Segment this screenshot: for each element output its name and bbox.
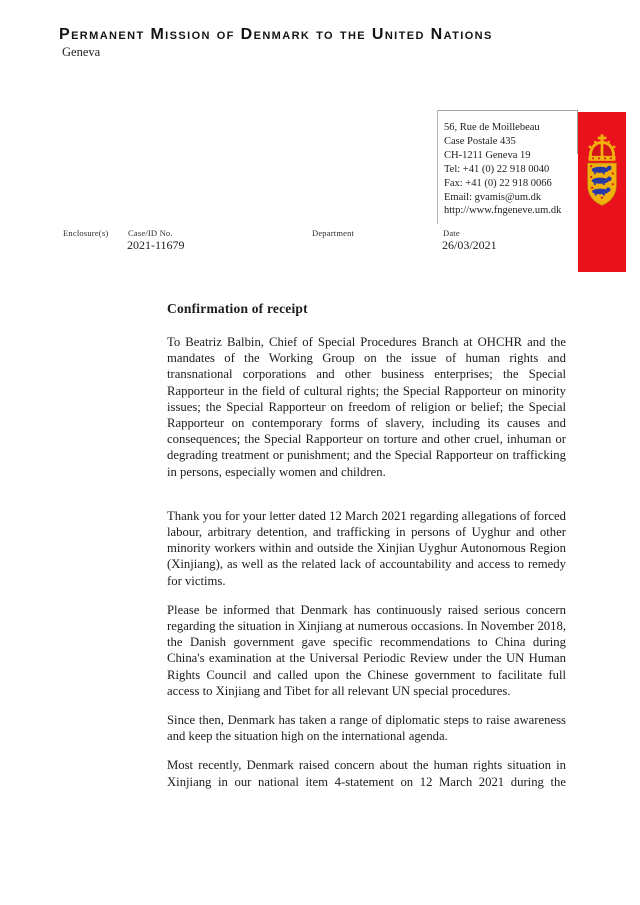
body-paragraph: Since then, Denmark has taken a range of diplomatic steps to raise awareness and keep the situation high on the international agenda.: [167, 713, 566, 744]
danish-royal-coat-of-arms-icon: [584, 112, 620, 216]
body-paragraph: Thank you for your letter dated 12 March 2021 regarding allegations of forced labour, arbitrary detention, and trafficking in persons of Uyghur and other minority workers within and outside the Xinjian Uyghur Autonomous Region (Xinjiang), as well as the related lack of accountability and access to remedy for victims.: [167, 508, 566, 588]
case-id-value: 2021-11679: [127, 238, 185, 252]
email-line: Email: gvamis@um.dk: [444, 191, 542, 203]
fax-line: Fax: +41 (0) 22 918 0066: [444, 177, 552, 189]
address-line: Case Postale 435: [444, 135, 516, 147]
address-box-top-rule: [437, 110, 577, 111]
mission-title: Permanent Mission of Denmark to the United Nations: [59, 26, 493, 43]
case-id-label: Case/ID No.: [128, 228, 173, 238]
letter-body: [167, 301, 566, 790]
body-paragraph: To Beatriz Balbin, Chief of Special Procedures Branch at OHCHR and the mandates of the Working Group on the issue of human rights and transnational corporations and other business enterprises; the Special Rapporteur in the field of cultural rights; the Special Rapporteur on minority issues; the Special Rapporteur on freedom of religion or belief; the Special Rapporteur on contemporary forms of slavery, including its causes and consequences; the Special Rapporteur on torture and other cruel, inhuman or degrading treatment or punishment; and the Special Rapporteur on trafficking in persons, especially women and children.: [167, 335, 566, 479]
contact-block: [444, 121, 561, 218]
address-line: 56, Rue de Moillebeau: [444, 122, 540, 133]
letter-subject: Confirmation of receipt: [167, 301, 308, 316]
address-line: CH-1211 Geneva 19: [444, 149, 531, 161]
body-paragraph: Most recently, Denmark raised concern about the human rights situation in Xinjiang in our national item 4-statement on 12 March 2021 during the: [167, 758, 566, 789]
danish-flag-banner: [578, 112, 626, 272]
enclosure-label: Enclosure(s): [63, 228, 109, 238]
date-value: 26/03/2021: [442, 238, 497, 252]
department-label: Department: [312, 228, 355, 238]
mission-city: Geneva: [62, 45, 101, 59]
body-paragraph: Please be informed that Denmark has continuously raised serious concern regarding the situation in Xinjiang at numerous occasions. In November 2018, the Danish government gave specific recommendations to China during China's examination at the Universal Periodic Review under the UN Human Rights Council and called upon the Chinese government to facilitate full access to Xinjiang and Tibet for all relevant UN special procedures.: [167, 602, 566, 698]
date-label: Date: [443, 228, 460, 238]
website-line: http://www.fngeneve.um.dk: [444, 205, 562, 217]
phone-line: Tel: +41 (0) 22 918 0040: [444, 163, 550, 175]
address-box-left-rule: [437, 110, 438, 224]
